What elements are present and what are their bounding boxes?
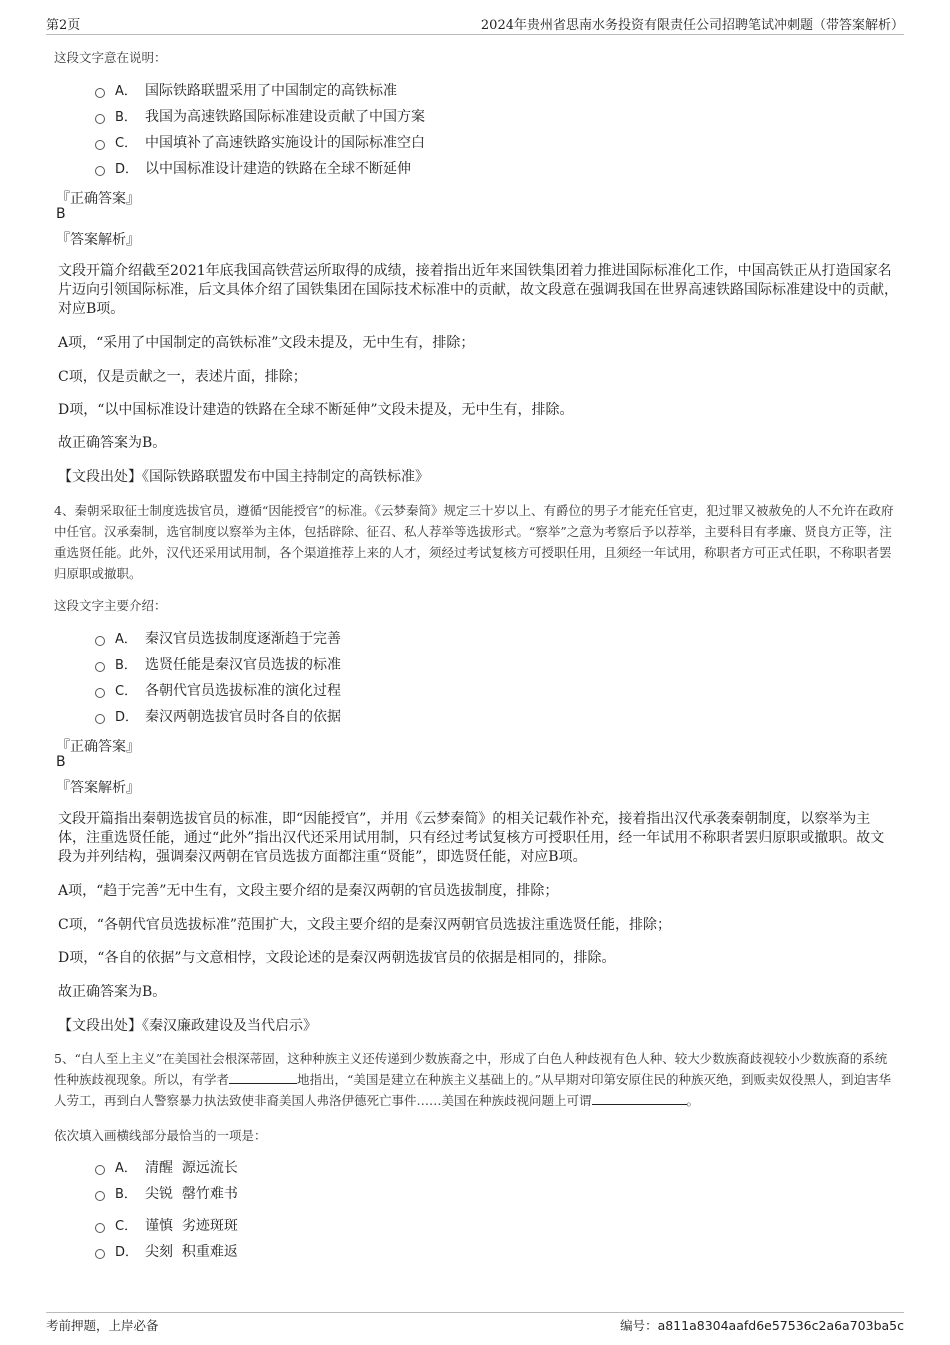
q4-option-c[interactable]: C． 各朝代官员选拔标准的演化过程 [95, 681, 341, 701]
q3-answer: B [56, 206, 66, 222]
radio-icon[interactable] [95, 1191, 105, 1201]
q3-line-d: D项，“以中国标准设计建造的铁路在全球不断延伸”文段未提及，无中生有，排除。 [58, 402, 574, 418]
q5-stem: 5、“白人至上主义”在美国社会根深蒂固，这种种族主义还传递到少数族裔之中，形成了白色人种歧视有色人种、较大少数族裔歧视较小少数族裔的系统性种族歧视现象。所以，有学者 地指出，“美国是建立在种族主义基础上的。”从早期对印第安原住民的种族灭绝，到贩卖奴役黑人，到迫害华人劳工，再到白人警察暴力执法致使非裔美国人弗洛伊德死亡事件……美国在种族歧视问题上可谓 。 [54, 1051, 892, 1108]
page-header [46, 14, 904, 35]
footer-slogan: 考前押题，上岸必备 [46, 1318, 159, 1333]
radio-icon[interactable] [95, 1223, 105, 1233]
q4-option-b[interactable]: B． 选贤任能是秦汉官员选拔的标准 [95, 655, 341, 675]
radio-icon[interactable] [95, 88, 105, 98]
q3-analysis-label: 『答案解析』 [56, 232, 140, 248]
q4-option-a[interactable]: A． 秦汉官员选拔制度逐渐趋于完善 [95, 629, 341, 649]
q4-line-c: C项，“各朝代官员选拔标准”范围扩大，文段主要介绍的是秦汉两朝官员选拔注重选贤任能，排除； [58, 917, 672, 933]
q4-conclusion: 故正确答案为B。 [58, 984, 167, 1000]
radio-icon[interactable] [95, 114, 105, 124]
page-footer [46, 1312, 904, 1333]
q3-prompt: 这段文字意在说明： [54, 50, 167, 65]
q4-analysis-label: 『答案解析』 [56, 780, 140, 796]
radio-icon[interactable] [95, 636, 105, 646]
q3-conclusion: 故正确答案为B。 [58, 435, 167, 451]
q4-prompt: 这段文字主要介绍： [54, 598, 167, 613]
q5-option-b[interactable]: B． 尖锐 罄竹难书 [95, 1184, 238, 1204]
q3-option-d[interactable]: D． 以中国标准设计建造的铁路在全球不断延伸 [95, 159, 411, 179]
q4-line-d: D项，“各自的依据”与文意相悖，文段论述的是秦汉两朝选拔官员的依据是相同的，排除。 [58, 950, 616, 966]
page-number: 第2页 [46, 18, 81, 33]
radio-icon[interactable] [95, 714, 105, 724]
q5-option-a[interactable]: A． 清醒 源远流长 [95, 1158, 238, 1178]
radio-icon[interactable] [95, 140, 105, 150]
fill-blank-2[interactable] [592, 1092, 687, 1105]
q5-option-c[interactable]: C． 谨慎 劣迹斑斑 [95, 1216, 238, 1236]
q3-analysis: 文段开篇介绍截至2021年底我国高铁营运所取得的成绩，接着指出近年来国铁集团着力推进国际标准化工作，中国高铁正从打造国家名片迈向引领国际标准，后文具体介绍了国铁集团在国际技术标准中的贡献，故文段意在强调我国在世界高速铁路国际标准建设中的贡献，对应B项。 [58, 263, 898, 317]
q3-source: 【文段出处】《国际铁路联盟发布中国主持制定的高铁标准》 [58, 469, 429, 485]
radio-icon[interactable] [95, 1249, 105, 1259]
document-title: 2024年贵州省思南水务投资有限责任公司招聘笔试冲刺题（带答案解析） [480, 18, 904, 33]
radio-icon[interactable] [95, 1165, 105, 1175]
q5-prompt: 依次填入画横线部分最恰当的一项是： [54, 1128, 267, 1143]
q4-analysis: 文段开篇指出秦朝选拔官员的标准，即“因能授官”，并用《云梦秦简》的相关记载作补充，接着指出汉代承袭秦朝制度，以察举为主体，注重选贤任能，通过“此外”指出汉代还采用试用制，只有经过考试复核方可授职任用，经一年试用不称职者罢归原职或撤职。故文段为并列结构，强调秦汉两朝在官员选拔方面都注重“贤能”，即选贤任能，对应B项。 [58, 811, 885, 865]
radio-icon[interactable] [95, 688, 105, 698]
q4-source: 【文段出处】《秦汉廉政建设及当代启示》 [58, 1018, 317, 1034]
q3-line-a: A项，“采用了中国制定的高铁标准”文段未提及，无中生有，排除； [58, 335, 475, 351]
radio-icon[interactable] [95, 166, 105, 176]
q4-stem: 4、秦朝采取征士制度选拔官员，遵循“因能授官”的标准。《云梦秦简》规定三十岁以上、有爵位的男子才能充任官吏，犯过罪又被赦免的人不允许在政府中任官。汉承秦制，选官制度以察举为主体，包括辟除、征召、私人荐举等选拔形式。“察举”之意为考察后予以荐举，主要科目有孝廉、贤良方正等，注重选贤任能。此外，汉代还采用试用制，各个渠道推荐上来的人才，须经过考试复核方可授职任用，且须经一年试用，称职者方可正式任职，不称职者罢归原职或撤职。 [54, 503, 894, 581]
fill-blank-1[interactable] [229, 1071, 297, 1084]
document-id: 编号：a811a8304aafd6e57536c2a6a703ba5c [620, 1318, 904, 1333]
q3-option-c[interactable]: C． 中国填补了高速铁路实施设计的国际标准空白 [95, 133, 425, 153]
q4-option-d[interactable]: D． 秦汉两朝选拔官员时各自的依据 [95, 707, 341, 727]
q3-correct-label: 『正确答案』 [56, 191, 140, 207]
q3-option-b[interactable]: B． 我国为高速铁路国际标准建设贡献了中国方案 [95, 107, 425, 127]
q3-option-a[interactable]: A． 国际铁路联盟采用了中国制定的高铁标准 [95, 81, 397, 101]
q5-option-d[interactable]: D． 尖刻 积重难返 [95, 1242, 238, 1262]
q3-line-c: C项，仅是贡献之一，表述片面，排除； [58, 369, 307, 385]
q4-line-a: A项，“趋于完善”无中生有，文段主要介绍的是秦汉两朝的官员选拔制度，排除； [58, 883, 559, 899]
radio-icon[interactable] [95, 662, 105, 672]
q4-answer: B [56, 754, 66, 770]
q4-correct-label: 『正确答案』 [56, 739, 140, 755]
